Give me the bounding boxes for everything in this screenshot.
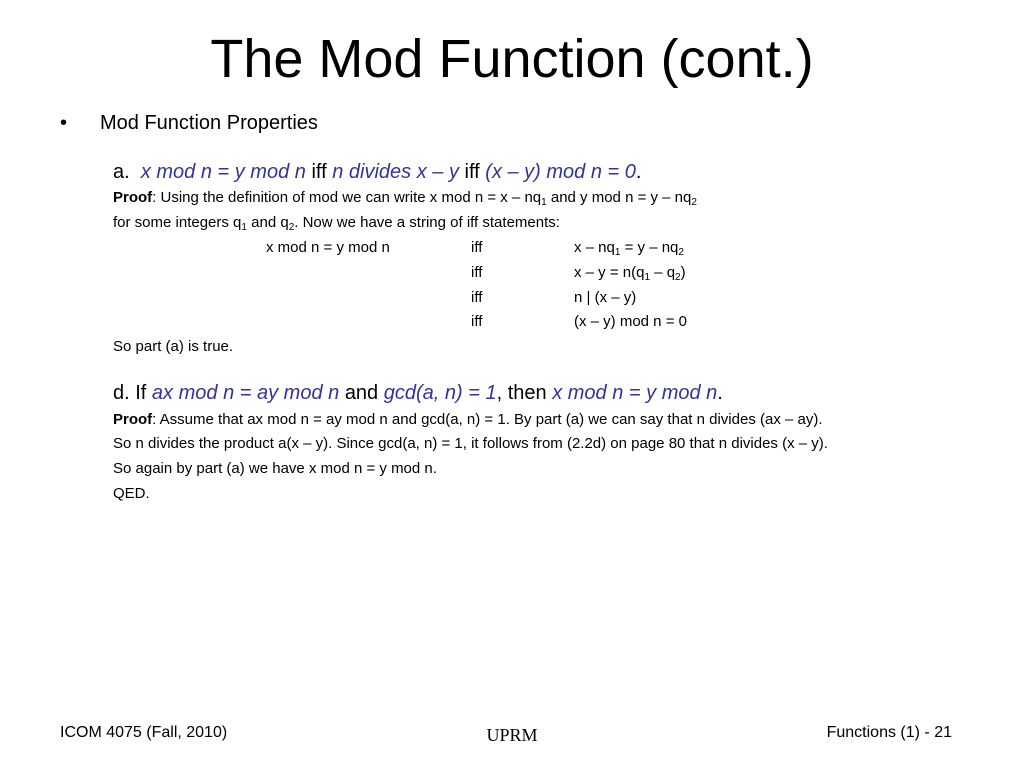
proof-a-line2 (113, 213, 560, 233)
iff-rhs-pre: x – y = n(q (574, 264, 645, 281)
proof-a-line2-b: and q (246, 214, 289, 231)
part-d-stmt2: gcd(a, n) = 1 (383, 382, 497, 404)
iff-chain-iff: iff (471, 264, 483, 281)
proof-a-sub: 2 (691, 197, 697, 208)
iff-rhs-sub: 1 (644, 272, 651, 283)
bullet-text: Mod Function Properties (100, 112, 318, 134)
iff-chain-rhs: n | (x – y) (574, 289, 637, 306)
proof-d-line3: So again by part (a) we have x mod n = y mod n. (113, 460, 437, 477)
part-a-end: . (635, 161, 642, 183)
conclusion-a: So part (a) is true. (113, 338, 234, 355)
iff-chain-rhs (574, 263, 686, 283)
part-a-stmt1: x mod n = y mod n (140, 161, 306, 183)
footer-course: ICOM 4075 (Fall, 2010) (60, 724, 228, 741)
part-a-iff2: iff (464, 161, 480, 183)
proof-a-line1-text: : Using the definition of mod we can write x mod n = x – nq (152, 189, 542, 206)
part-d-stmt1: ax mod n = ay mod n (151, 382, 340, 404)
footer-institution: UPRM (486, 725, 538, 745)
proof-d-line1-text: : Assume that ax mod n = ay mod n and gcd(a, n) = 1. By part (a) we can say that n divides (ax – ay). (152, 411, 823, 428)
iff-chain-iff: iff (471, 313, 483, 330)
part-a-iff1: iff (311, 161, 327, 183)
footer-slide-number: Functions (1) - 21 (826, 724, 952, 741)
part-d-then: , then (496, 382, 547, 404)
proof-d-label: Proof (113, 411, 153, 428)
part-d-end: . (717, 382, 723, 404)
iff-chain-lhs: x mod n = y mod n (266, 239, 390, 256)
proof-a-label: Proof (113, 189, 153, 206)
part-d-stmt3: x mod n = y mod n (552, 382, 718, 404)
iff-rhs-mid: = y – nq (620, 239, 679, 256)
proof-d-line1 (113, 410, 823, 430)
iff-rhs-post: ) (680, 264, 686, 281)
proof-a-sub: 1 (241, 222, 247, 233)
part-a-label: a. (113, 161, 130, 183)
part-a-statement (113, 159, 641, 185)
proof-a-sub: 1 (541, 197, 547, 208)
slide-title: The Mod Function (cont.) (210, 29, 814, 89)
proof-a-line1-mid: and y mod n = y – nq (546, 189, 692, 206)
iff-rhs-sub: 2 (678, 247, 684, 258)
iff-rhs-sub: 1 (614, 247, 621, 258)
proof-a-line1 (113, 188, 697, 208)
iff-chain-rhs: (x – y) mod n = 0 (574, 313, 687, 330)
proof-a-line2-a: for some integers q (113, 214, 242, 231)
part-a-stmt3: (x – y) mod n = 0 (485, 161, 636, 183)
iff-chain-iff: iff (471, 289, 483, 306)
proof-a-sub: 2 (288, 222, 295, 233)
part-a-stmt2: n divides x – y (332, 161, 459, 183)
proof-d-line2: So n divides the product a(x – y). Since gcd(a, n) = 1, it follows from (2.2d) on page 80 that n divides (x – y). (113, 435, 828, 452)
part-d-statement (113, 380, 723, 406)
part-d-and: and (344, 382, 379, 404)
part-d-label: d. If (113, 382, 147, 404)
proof-a-line2-c: . Now we have a string of iff statements: (294, 214, 560, 231)
iff-rhs-sub: 2 (675, 272, 681, 283)
iff-chain-iff: iff (471, 239, 483, 256)
proof-d-qed: QED. (113, 485, 150, 502)
iff-rhs-pre: x – nq (574, 239, 615, 256)
bullet-marker: • (60, 112, 68, 134)
iff-rhs-mid: – q (650, 264, 676, 281)
iff-chain-rhs (574, 238, 684, 258)
